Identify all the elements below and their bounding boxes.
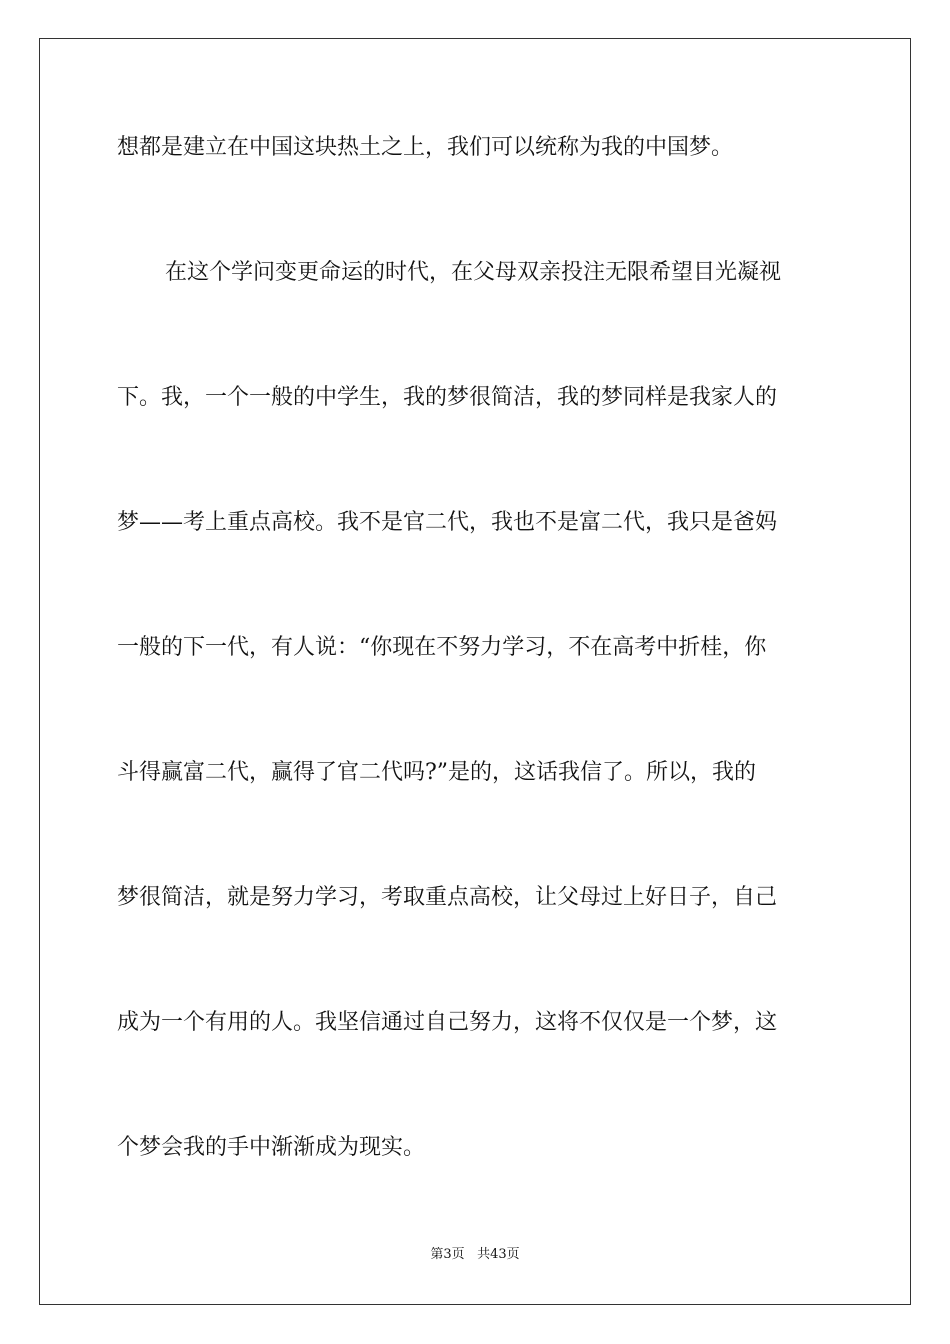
page-footer [0, 1246, 950, 1264]
text-line: 想都是建立在中国这块热土之上，我们可以统称为我的中国梦。 [117, 135, 734, 160]
text-line: 个梦会我的手中渐渐成为现实。 [117, 1135, 426, 1160]
text-line: 斗得赢富二代，赢得了官二代吗?”是的，这话我信了。所以，我的 [117, 760, 757, 785]
page-total: 共43页 [477, 1247, 520, 1262]
page-number: 第3页 [430, 1247, 465, 1262]
text-line: 下。我，一个一般的中学生，我的梦很简洁，我的梦同样是我家人的 [117, 385, 778, 410]
text-line: 梦——考上重点高校。我不是官二代，我也不是富二代，我只是爸妈 [117, 510, 778, 535]
text-line: 成为一个有用的人。我坚信通过自己努力，这将不仅仅是一个梦，这 [117, 1010, 778, 1035]
text-line: 一般的下一代，有人说：“你现在不努力学习，不在高考中折桂，你 [117, 635, 767, 660]
page-border [39, 38, 911, 1305]
text-line: 梦很简洁，就是努力学习，考取重点高校，让父母过上好日子，自己 [117, 885, 778, 910]
paragraph-first-line: 在这个学问变更命运的时代，在父母双亲投注无限希望目光凝视 [165, 260, 782, 285]
